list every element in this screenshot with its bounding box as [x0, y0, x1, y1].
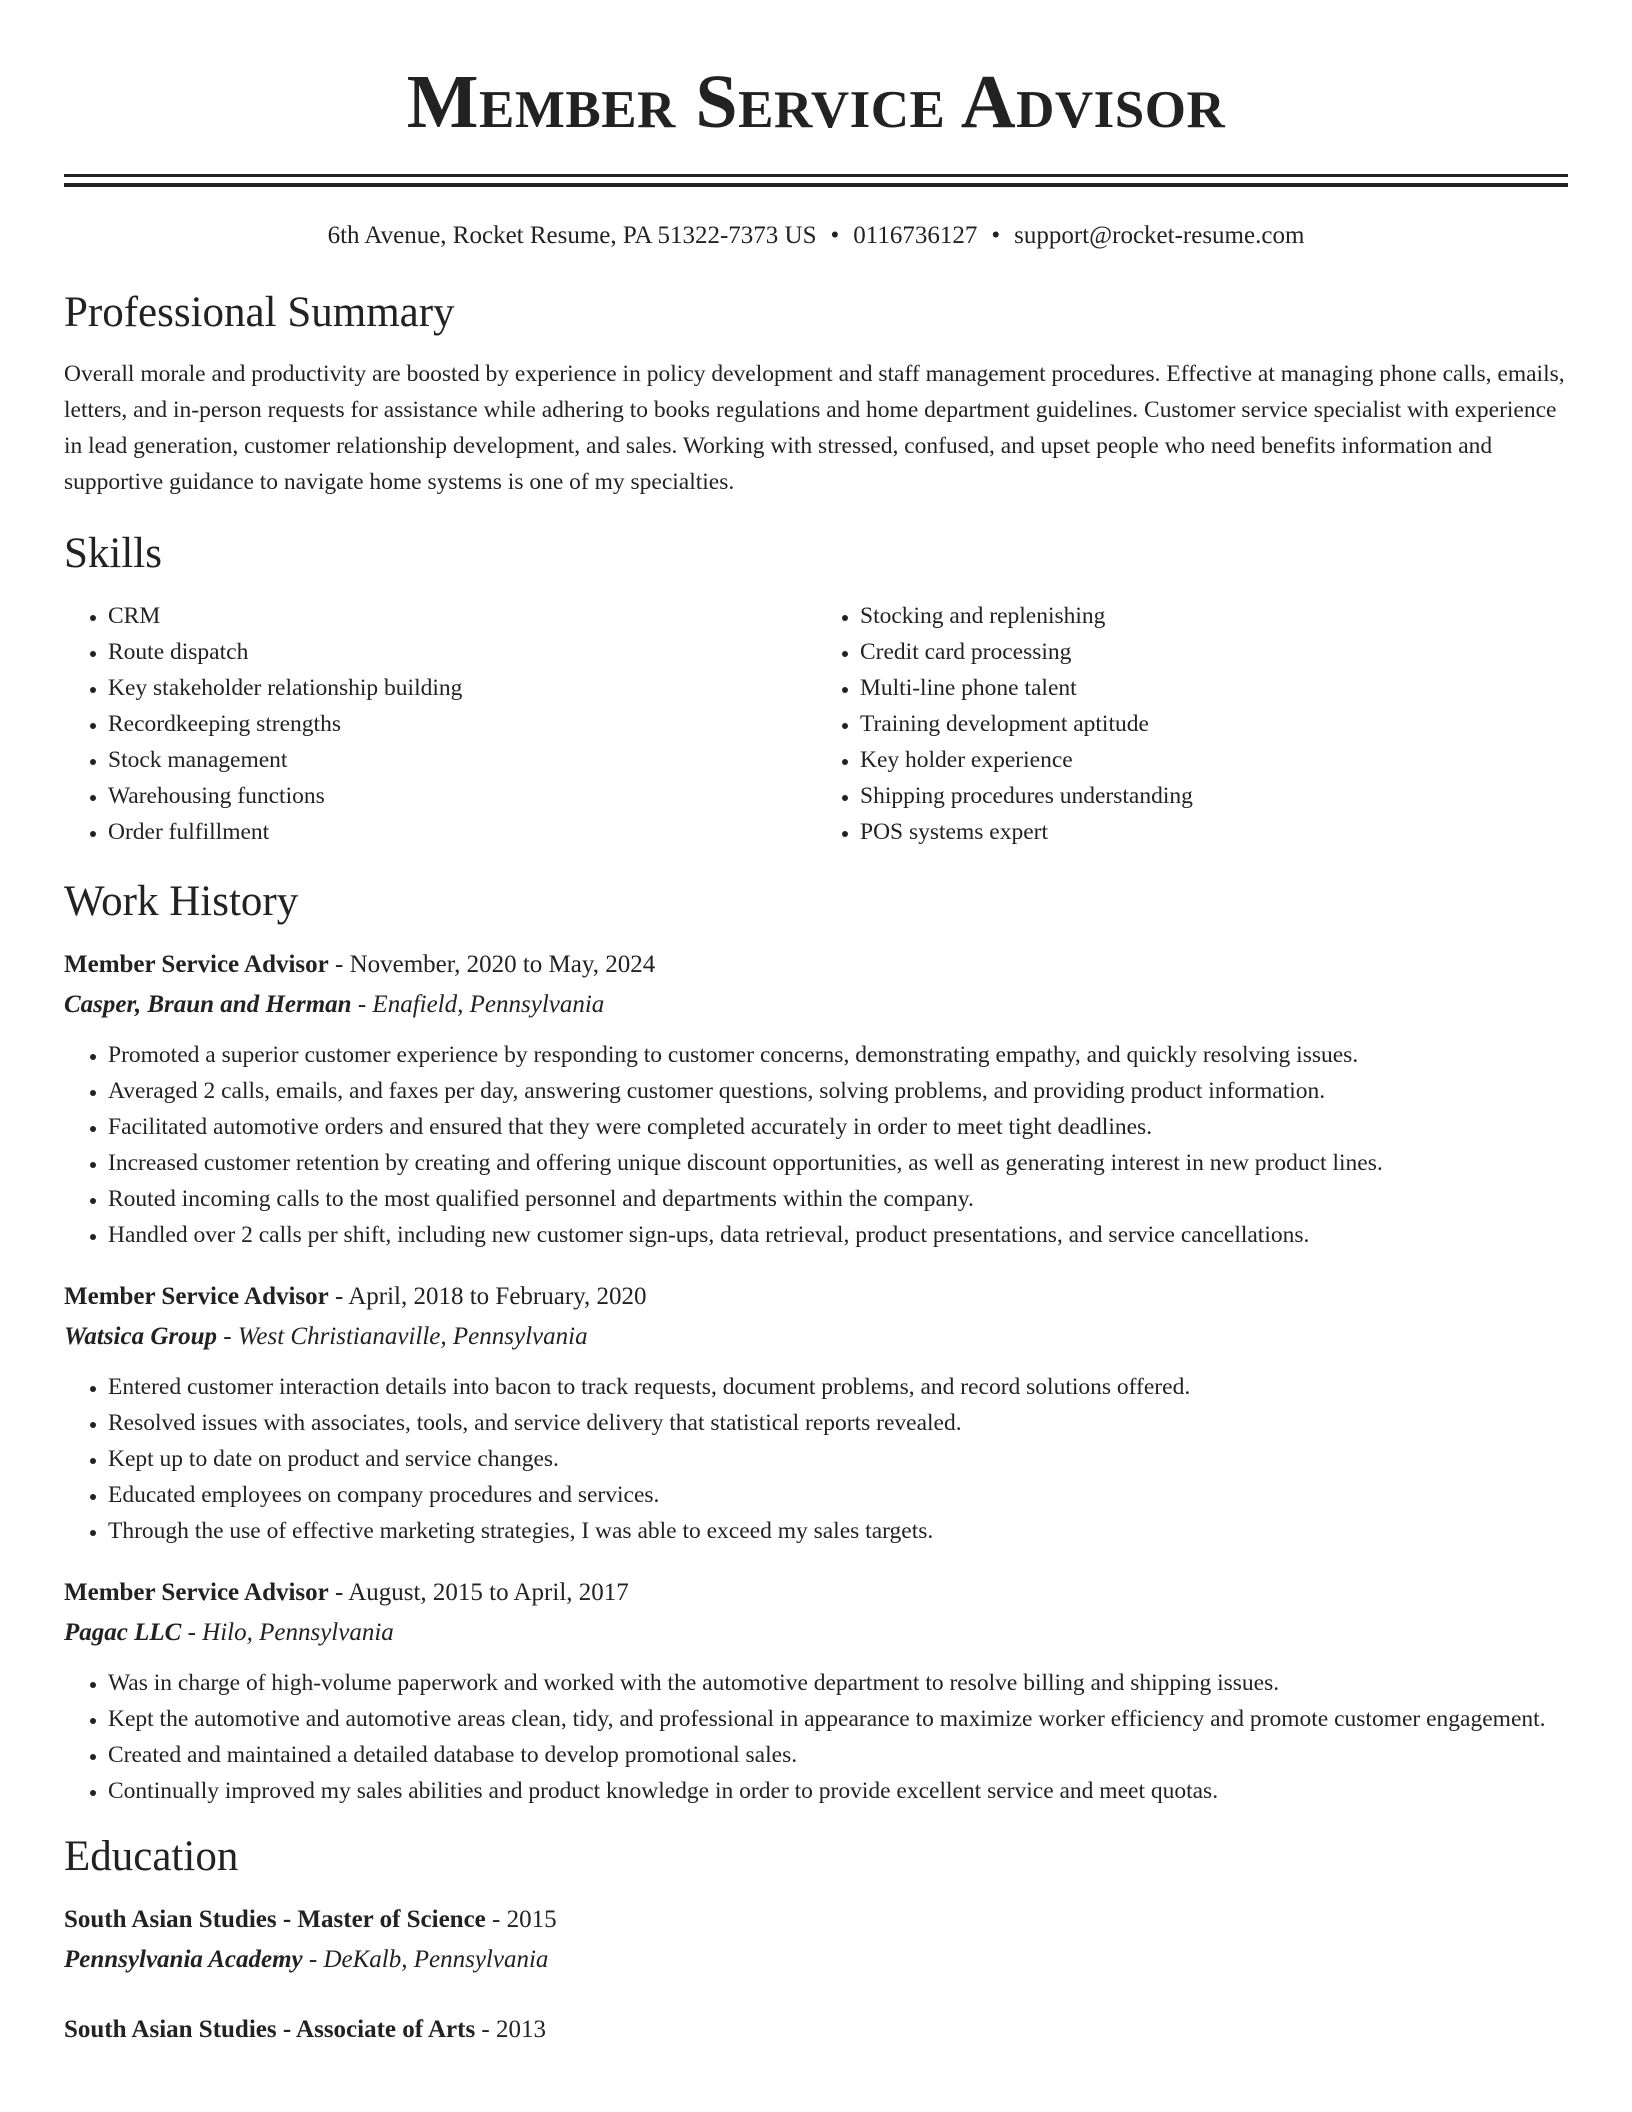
job-bullet: • Entered customer interaction details into bacon to track requests, document problems, and record solutions offered.	[108, 1369, 1568, 1405]
contact-separator: •	[991, 222, 1001, 249]
job-bullet: • Kept up to date on product and service changes.	[108, 1441, 1568, 1477]
job-location: - West Christianaville, Pennsylvania	[217, 1322, 588, 1350]
job-bullet: • Created and maintained a detailed database to develop promotional sales.	[108, 1737, 1568, 1773]
education-degree-line	[64, 1900, 1568, 1940]
job-header	[64, 1573, 1568, 1613]
job-bullet: • Averaged 2 calls, emails, and faxes per day, answering customer questions, solving problems, and providing product information.	[108, 1073, 1568, 1109]
skills-column-left	[64, 598, 816, 850]
skill-item: • CRM	[108, 598, 816, 634]
job-bullet: • Was in charge of high-volume paperwork and worked with the automotive department to resolve billing and shipping issues.	[108, 1665, 1568, 1701]
education-degree-line	[64, 2010, 1568, 2050]
job-location: - Hilo, Pennsylvania	[181, 1618, 394, 1646]
job-role: Member Service Advisor	[64, 950, 329, 978]
skill-item: • Recordkeeping strengths	[108, 706, 816, 742]
skill-item: • Stocking and replenishing	[860, 598, 1568, 634]
job-bullet: • Continually improved my sales abilities and product knowledge in order to provide excellent service and meet quotas.	[108, 1773, 1568, 1809]
job-entry	[64, 945, 1568, 1253]
contact-address: 6th Avenue, Rocket Resume, PA 51322-7373 US	[327, 222, 817, 249]
skill-item: • Shipping procedures understanding	[860, 778, 1568, 814]
job-company: Pagac LLC	[64, 1618, 182, 1646]
job-bullets	[64, 1037, 1568, 1253]
education-location: - DeKalb, Pennsylvania	[302, 1946, 549, 1974]
header-rule	[64, 174, 1568, 187]
job-bullet: • Routed incoming calls to the most qualified personnel and departments within the company.	[108, 1181, 1568, 1217]
education-entry	[64, 2010, 1568, 2050]
education-heading: Education	[64, 1832, 239, 1880]
education-school-line	[64, 1940, 1568, 1980]
skill-item: • Training development aptitude	[860, 706, 1568, 742]
job-bullet: • Kept the automotive and automotive areas clean, tidy, and professional in appearance to maximize worker efficiency and promote customer engagement.	[108, 1701, 1568, 1737]
contact-line	[64, 221, 1568, 251]
job-header	[64, 1277, 1568, 1317]
job-dates: - August, 2015 to April, 2017	[328, 1578, 629, 1606]
contact-separator: •	[830, 222, 840, 249]
job-role: Member Service Advisor	[64, 1282, 329, 1310]
contact-email: support@rocket-resume.com	[1014, 222, 1305, 249]
job-entry	[64, 1573, 1568, 1809]
skills-heading: Skills	[64, 530, 162, 578]
job-bullets	[64, 1665, 1568, 1809]
job-dates: - April, 2018 to February, 2020	[328, 1282, 647, 1310]
job-bullet: • Resolved issues with associates, tools, and service delivery that statistical reports revealed.	[108, 1405, 1568, 1441]
skill-item: • Key stakeholder relationship building	[108, 670, 816, 706]
summary-heading: Professional Summary	[64, 289, 455, 336]
job-company: Casper, Braun and Herman	[64, 990, 352, 1018]
job-location: - Enafield, Pennsylvania	[351, 990, 605, 1018]
job-dates: - November, 2020 to May, 2024	[328, 950, 656, 978]
education-year: - 2013	[475, 2016, 546, 2044]
skill-item: • POS systems expert	[860, 814, 1568, 850]
skills-list	[64, 598, 1568, 850]
job-company-line	[64, 1317, 1568, 1357]
job-bullet: • Handled over 2 calls per shift, including new customer sign-ups, data retrieval, product presentations, and service cancellations.	[108, 1217, 1568, 1253]
skill-item: • Route dispatch	[108, 634, 816, 670]
job-company-line	[64, 1613, 1568, 1653]
skill-item: • Order fulfillment	[108, 814, 816, 850]
skill-item: • Credit card processing	[860, 634, 1568, 670]
education-year: - 2015	[485, 1906, 557, 1934]
skill-item: • Multi-line phone talent	[860, 670, 1568, 706]
contact-phone: 0116736127	[853, 222, 978, 249]
skill-item: • Key holder experience	[860, 742, 1568, 778]
job-bullet: • Through the use of effective marketing strategies, I was able to exceed my sales targets.	[108, 1513, 1568, 1549]
skill-item: • Stock management	[108, 742, 816, 778]
work-heading: Work History	[64, 877, 299, 925]
summary-text: Overall morale and productivity are boosted by experience in policy development and staff management procedures. Effective at managing phone calls, emails, letters, and in-person requests for assistance while adhering to books regulations and home department guidelines. Customer service specialist with experience in lead generation, customer relationship development, and sales. Working with stressed, confused, and upset people who need benefits information and supportive guidance to navigate home systems is one of my specialties.	[64, 361, 1565, 496]
job-entry	[64, 1277, 1568, 1549]
job-bullet: • Educated employees on company procedures and services.	[108, 1477, 1568, 1513]
skill-item: • Warehousing functions	[108, 778, 816, 814]
job-role: Member Service Advisor	[64, 1578, 329, 1606]
job-bullet: • Promoted a superior customer experience by responding to customer concerns, demonstrating empathy, and quickly resolving issues.	[108, 1037, 1568, 1073]
job-header	[64, 945, 1568, 985]
resume-name: Member Service Advisor	[406, 60, 1226, 144]
education-degree: South Asian Studies - Master of Science	[64, 1906, 486, 1934]
job-bullets	[64, 1369, 1568, 1549]
skills-column-right	[816, 598, 1568, 850]
job-company-line	[64, 985, 1568, 1025]
job-bullet: • Increased customer retention by creating and offering unique discount opportunities, as well as generating interest in new product lines.	[108, 1145, 1568, 1181]
job-company: Watsica Group	[64, 1322, 218, 1350]
education-degree: South Asian Studies - Associate of Arts	[64, 2016, 476, 2044]
education-school: Pennsylvania Academy	[64, 1946, 303, 1974]
job-bullet: • Facilitated automotive orders and ensured that they were completed accurately in order to meet tight deadlines.	[108, 1109, 1568, 1145]
education-entry	[64, 1900, 1568, 1980]
